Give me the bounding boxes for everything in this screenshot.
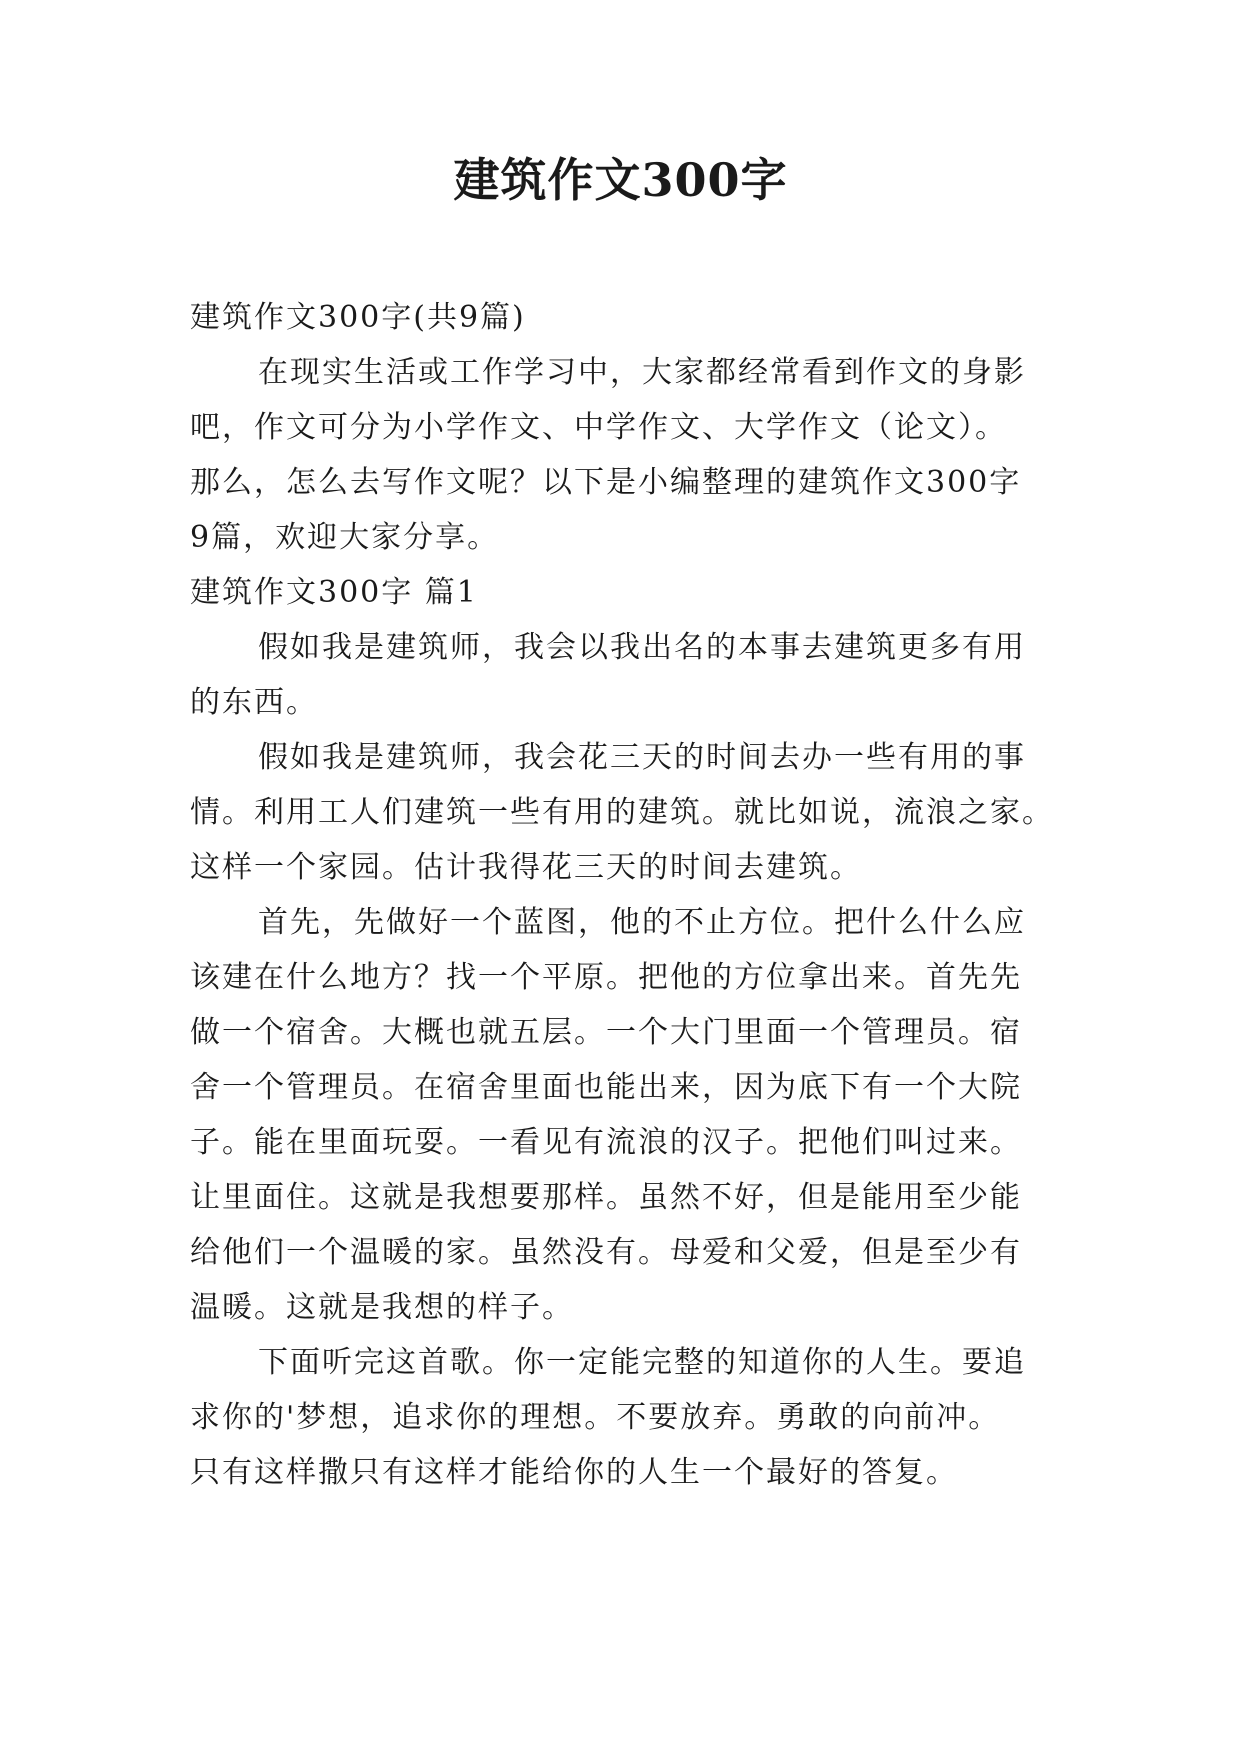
body-line: 的东西。 bbox=[190, 685, 318, 720]
intro-line: 9篇，欢迎大家分享。 bbox=[190, 520, 500, 555]
body-line: 舍一个管理员。在宿舍里面也能出来，因为底下有一个大院 bbox=[190, 1070, 1022, 1105]
intro-line: 那么，怎么去写作文呢？以下是小编整理的建筑作文300字 bbox=[190, 465, 1022, 500]
body-line: 假如我是建筑师，我会以我出名的本事去建筑更多有用 bbox=[258, 630, 1026, 665]
body-line: 这样一个家园。估计我得花三天的时间去建筑。 bbox=[190, 850, 862, 885]
body-line: 情。利用工人们建筑一些有用的建筑。就比如说，流浪之家。 bbox=[190, 795, 1054, 830]
body-line: 首先，先做好一个蓝图，他的不止方位。把什么什么应 bbox=[258, 905, 1026, 940]
intro-line: 在现实生活或工作学习中，大家都经常看到作文的身影 bbox=[258, 355, 1026, 390]
body-line: 假如我是建筑师，我会花三天的时间去办一些有用的事 bbox=[258, 740, 1026, 775]
body-line: 让里面住。这就是我想要那样。虽然不好，但是能用至少能 bbox=[190, 1180, 1022, 1215]
body-line: 温暖。这就是我想的样子。 bbox=[190, 1290, 574, 1325]
body-line: 该建在什么地方？找一个平原。把他的方位拿出来。首先先 bbox=[190, 960, 1022, 995]
collection-heading: 建筑作文300字(共9篇) bbox=[190, 300, 526, 335]
intro-line: 吧，作文可分为小学作文、中学作文、大学作文（论文）。 bbox=[190, 410, 1007, 445]
document-title: 建筑作文300字 bbox=[453, 153, 788, 207]
body-line: 下面听完这首歌。你一定能完整的知道你的人生。要追 bbox=[258, 1345, 1026, 1380]
body-line: 只有这样撒只有这样才能给你的人生一个最好的答复。 bbox=[190, 1455, 958, 1490]
document-body bbox=[190, 290, 1060, 1500]
body-line: 给他们一个温暖的家。虽然没有。母爱和父爱，但是至少有 bbox=[190, 1235, 1022, 1270]
body-line: 做一个宿舍。大概也就五层。一个大门里面一个管理员。宿 bbox=[190, 1015, 1022, 1050]
body-line: 子。能在里面玩耍。一看见有流浪的汉子。把他们叫过来。 bbox=[190, 1125, 1022, 1160]
body-line: 求你的'梦想，追求你的理想。不要放弃。勇敢的向前冲。 bbox=[190, 1400, 1001, 1435]
section-heading: 建筑作文300字 篇1 bbox=[190, 575, 478, 610]
